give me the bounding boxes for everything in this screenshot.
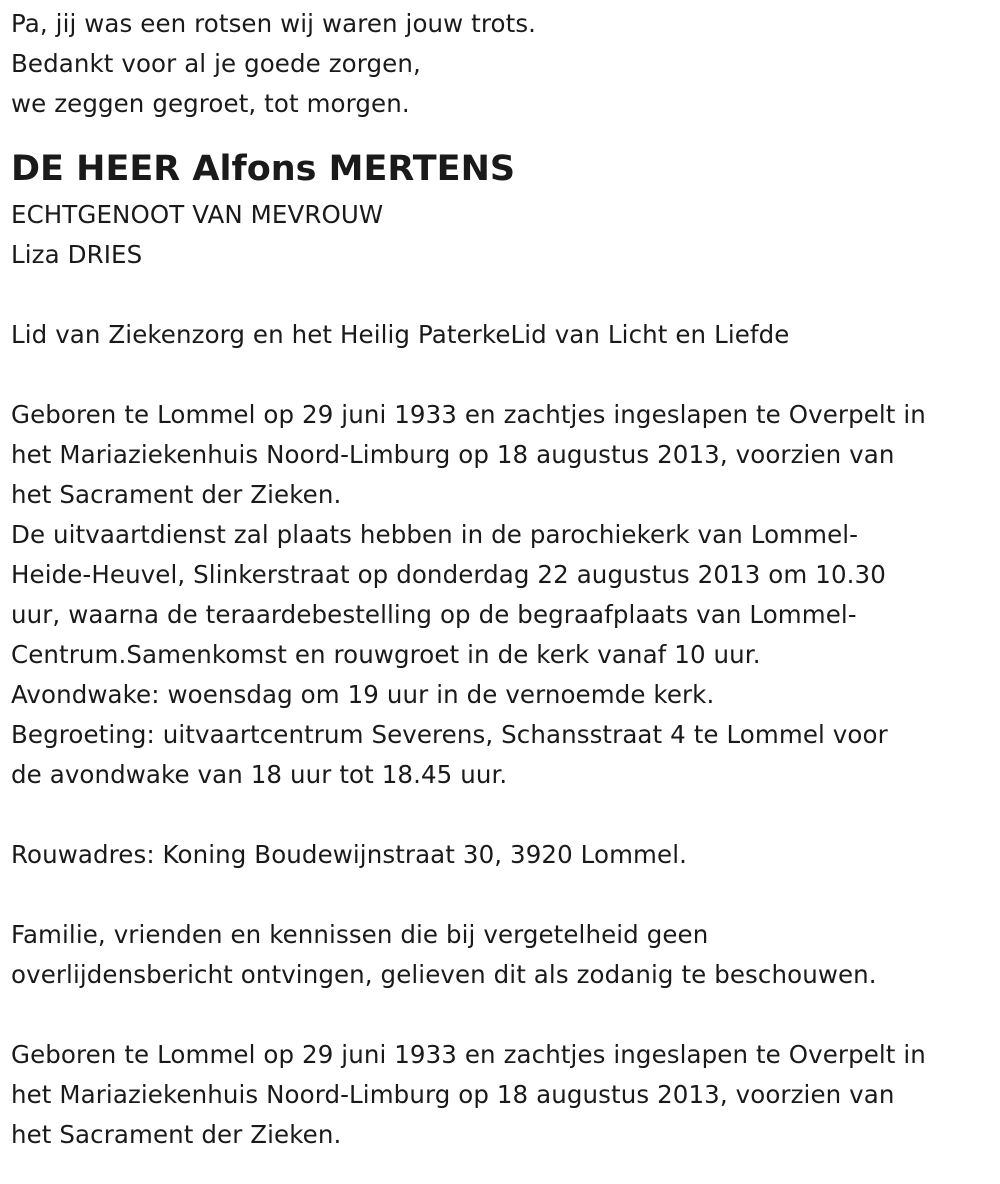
spouse-name: Liza DRIES bbox=[11, 240, 143, 269]
repeat-line: Geboren te Lommel op 29 juni 1933 en zachtjes ingeslapen te Overpelt in bbox=[11, 1040, 926, 1069]
details-line: uur, waarna de teraardebestelling op de begraafplaats van Lommel- bbox=[11, 600, 857, 629]
spacer bbox=[11, 275, 985, 315]
notice-line: Familie, vrienden en kennissen die bij vergetelheid geen bbox=[11, 920, 709, 949]
membership-text: Lid van Ziekenzorg en het Heilig PaterkeLid van Licht en Liefde bbox=[11, 320, 790, 349]
details-line: Begroeting: uitvaartcentrum Severens, Schansstraat 4 te Lommel voor bbox=[11, 720, 888, 749]
poem bbox=[11, 4, 985, 124]
details-line: Avondwake: woensdag om 19 uur in de vernoemde kerk. bbox=[11, 680, 715, 709]
details-line: De uitvaartdienst zal plaats hebben in de parochiekerk van Lommel- bbox=[11, 520, 859, 549]
details-paragraph bbox=[11, 395, 985, 795]
deceased-name: DE HEER Alfons MERTENS bbox=[11, 149, 516, 189]
spacer bbox=[11, 355, 985, 395]
deceased-block bbox=[11, 147, 985, 275]
spacer bbox=[11, 875, 985, 915]
details-line: Geboren te Lommel op 29 juni 1933 en zachtjes ingeslapen te Overpelt in bbox=[11, 400, 926, 429]
details-line: de avondwake van 18 uur tot 18.45 uur. bbox=[11, 760, 508, 789]
spacer bbox=[11, 124, 985, 147]
notice-line: overlijdensbericht ontvingen, gelieven dit als zodanig te beschouwen. bbox=[11, 960, 877, 989]
spouse-title: ECHTGENOOT VAN MEVROUW bbox=[11, 200, 384, 229]
repeat-line: het Sacrament der Zieken. bbox=[11, 1120, 342, 1149]
spacer bbox=[11, 995, 985, 1035]
details-line: het Mariaziekenhuis Noord-Limburg op 18 augustus 2013, voorzien van bbox=[11, 440, 895, 469]
details-line: het Sacrament der Zieken. bbox=[11, 480, 342, 509]
poem-line: Bedankt voor al je goede zorgen, bbox=[11, 49, 421, 78]
spacer bbox=[11, 795, 985, 835]
repeat-line: het Mariaziekenhuis Noord-Limburg op 18 augustus 2013, voorzien van bbox=[11, 1080, 895, 1109]
poem-line: Pa, jij was een rotsen wij waren jouw trots. bbox=[11, 9, 537, 38]
repeat-paragraph bbox=[11, 1035, 985, 1155]
notice-paragraph bbox=[11, 915, 985, 995]
details-line: Heide-Heuvel, Slinkerstraat op donderdag 22 augustus 2013 om 10.30 bbox=[11, 560, 886, 589]
mourning-address: Rouwadres: Koning Boudewijnstraat 30, 3920 Lommel. bbox=[11, 840, 687, 869]
details-line: Centrum.Samenkomst en rouwgroet in de kerk vanaf 10 uur. bbox=[11, 640, 761, 669]
poem-line: we zeggen gegroet, tot morgen. bbox=[11, 89, 410, 118]
